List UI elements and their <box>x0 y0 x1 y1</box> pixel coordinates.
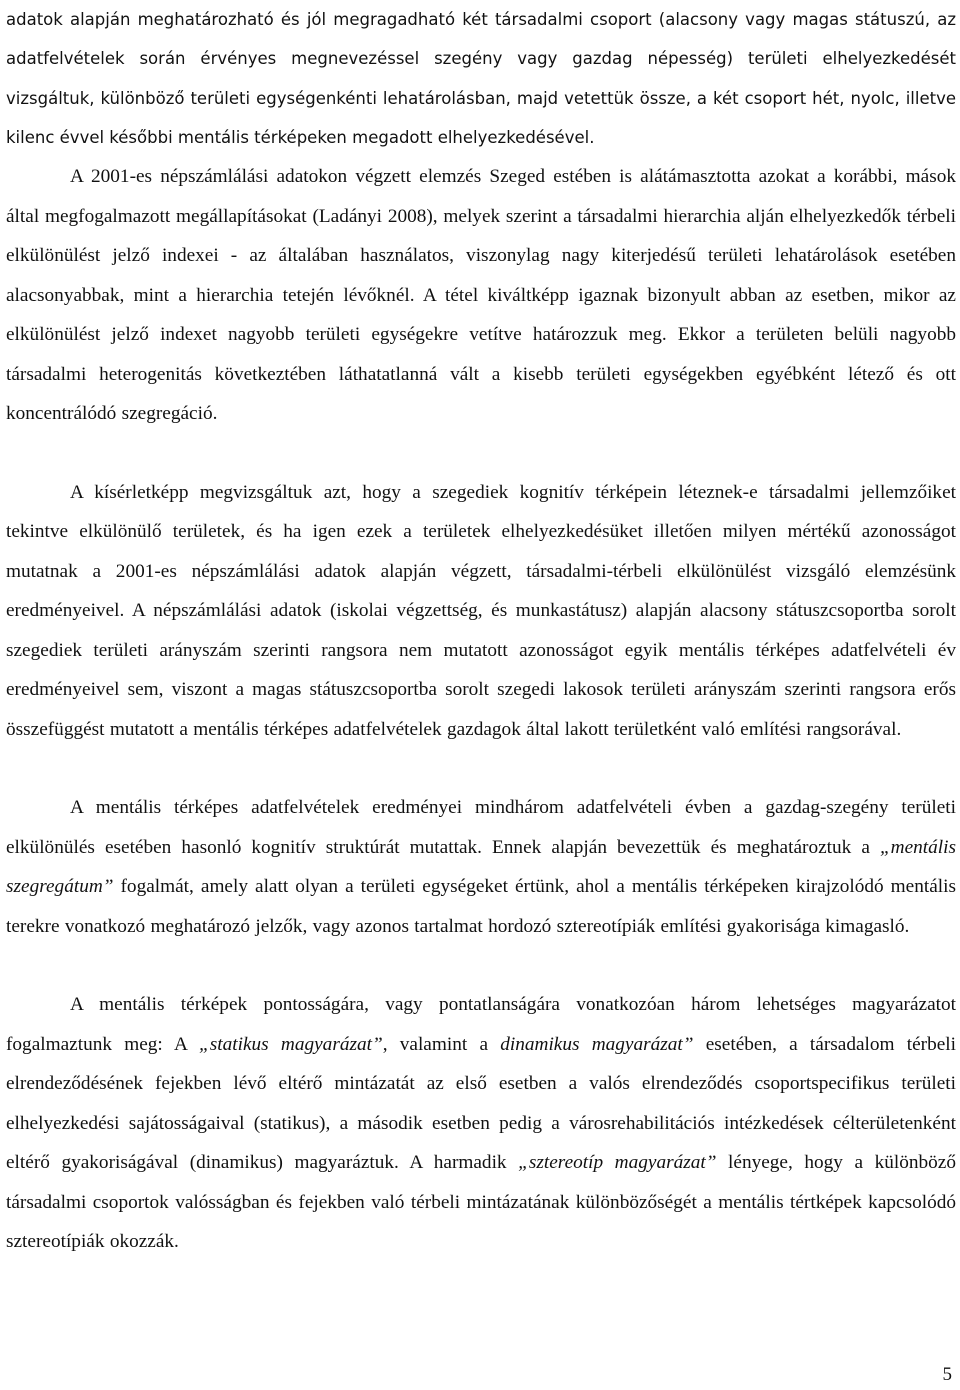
paragraph-5-text-3: esetében, a társadalom térbeli elrendeződésének fejekben lévő eltérő mintázatát az első esetben a valós elrendeződés csoportspecifikus területi elhelyezkedési sajátosságaival (statikus), a második esetben pedig a városrehabilitációs intézkedések célterületenként eltérő gyakoriságával (dinamikus) magyaráztuk. A harmadik <box>6 1033 957 1174</box>
term-sztereotip-magyarazat: „sztereotíp magyarázat” <box>518 1152 717 1174</box>
term-mentalis-szegregatum: „mentális szegregátum” <box>6 836 956 898</box>
paragraph-4-text-2: fogalmát, amely alatt olyan a területi egységeket értünk, ahol a mentális térképeken kirajzolódó mentális terekre vonatkozó meghatározó jelzők, vagy azonos tartalmat hordozó sztereotípiák említési gyakorisága kimagasló. <box>6 876 956 937</box>
page-number: 5 <box>942 1364 952 1385</box>
paragraph-2: A 2001-es népszámlálási adatokon végzett elemzés Szeged estében is alátámasztotta azokat a korábbi, mások által megfogalmazott megállapításokat (Ladányi 2008), melyek szerint a társadalmi hierarchia alján elhelyezkedők térbeli elkülönülést jelző indexei - az általában használatos, viszonylag nagy kiterjedésű területi lehatárolások esetében alacsonyabbak, mint a hierarchia tetején lévőknél. A tétel kiváltképp igaznak bizonyult abban az esetben, mikor az elkülönülést jelző indexet nagyobb területi egységekre vetítve határozzuk meg. Ekkor a területen belüli nagyobb társadalmi heterogenitás következtében láthatatlanná vált a kisebb területi egységekben egyébként létező és ott koncentrálódó szegregáció. <box>6 166 956 425</box>
document-page <box>6 0 956 1262</box>
term-dinamikus-magyarazat: dinamikus magyarázat” <box>500 1033 694 1055</box>
paragraph-4-text-1: A mentális térképes adatfelvételek eredményei mindhárom adatfelvételi évben a gazdag-szegény területi elkülönülés esetében hasonló kognitív struktúrát mutattak. Ennek alapján bevezettük és meghatároztuk a <box>6 797 956 858</box>
paragraph-1: adatok alapján meghatározható és jól megragadható két társadalmi csoport (alacsony vagy magas státuszú, az adatfelvételek során érvényes megnevezéssel szegény vagy gazdag népesség) területi elhelyezkedését vizsgáltuk, különböző területi egységenkénti lehatárolásban, majd vetettük össze, a két csoport hét, nyolc, illetve kilenc évvel későbbi mentális térképeken megadott elhelyezkedésével. <box>6 10 956 147</box>
paragraph-4 <box>6 788 956 946</box>
paragraph-5-text-1: A mentális térképek pontosságára, vagy pontatlanságára vonatkozóan három lehetséges magyarázatot fogalmaztunk meg: A <box>6 994 956 1055</box>
paragraph-5-text-2: , valamint a <box>382 1033 501 1055</box>
paragraph-3: A kísérletképp megvizsgáltuk azt, hogy a szegediek kognitív térképein léteznek-e társadalmi jellemzőiket tekintve elkülönülő területek, és ha igen ezek a területek elhelyezkedésüket illetően milyen mértékű azonosságot mutatnak a 2001-es népszámlálási adatok alapján végzett, társadalmi-térbeli elkülönülést vizsgáló elemzésünk eredményeivel. A népszámlálási adatok (iskolai végzettség, és munkastátusz) alapján alacsony státuszcsoportba sorolt szegediek területi arányszám szerinti rangsora nem mutatott azonosságot egyik mentális térképes adatfelvételi év eredményeivel sem, viszont a magas státuszcsoportba sorolt szegedi lakosok területi arányszám szerinti rangsora erős összefüggést mutatott a mentális térképes adatfelvételek gazdagok által lakott területként való említési rangsorával. <box>6 481 956 740</box>
term-statikus-magyarazat: „statikus magyarázat” <box>199 1033 383 1055</box>
paragraph-5 <box>6 985 956 1262</box>
paragraph-5-text-4: lényege, hogy a különböző társadalmi csoportok valósságban és fejekben való térbeli mintázatának különbözőségét a mentális tértképek kapcsolódó sztereotípiák okozzák. <box>6 1152 956 1253</box>
